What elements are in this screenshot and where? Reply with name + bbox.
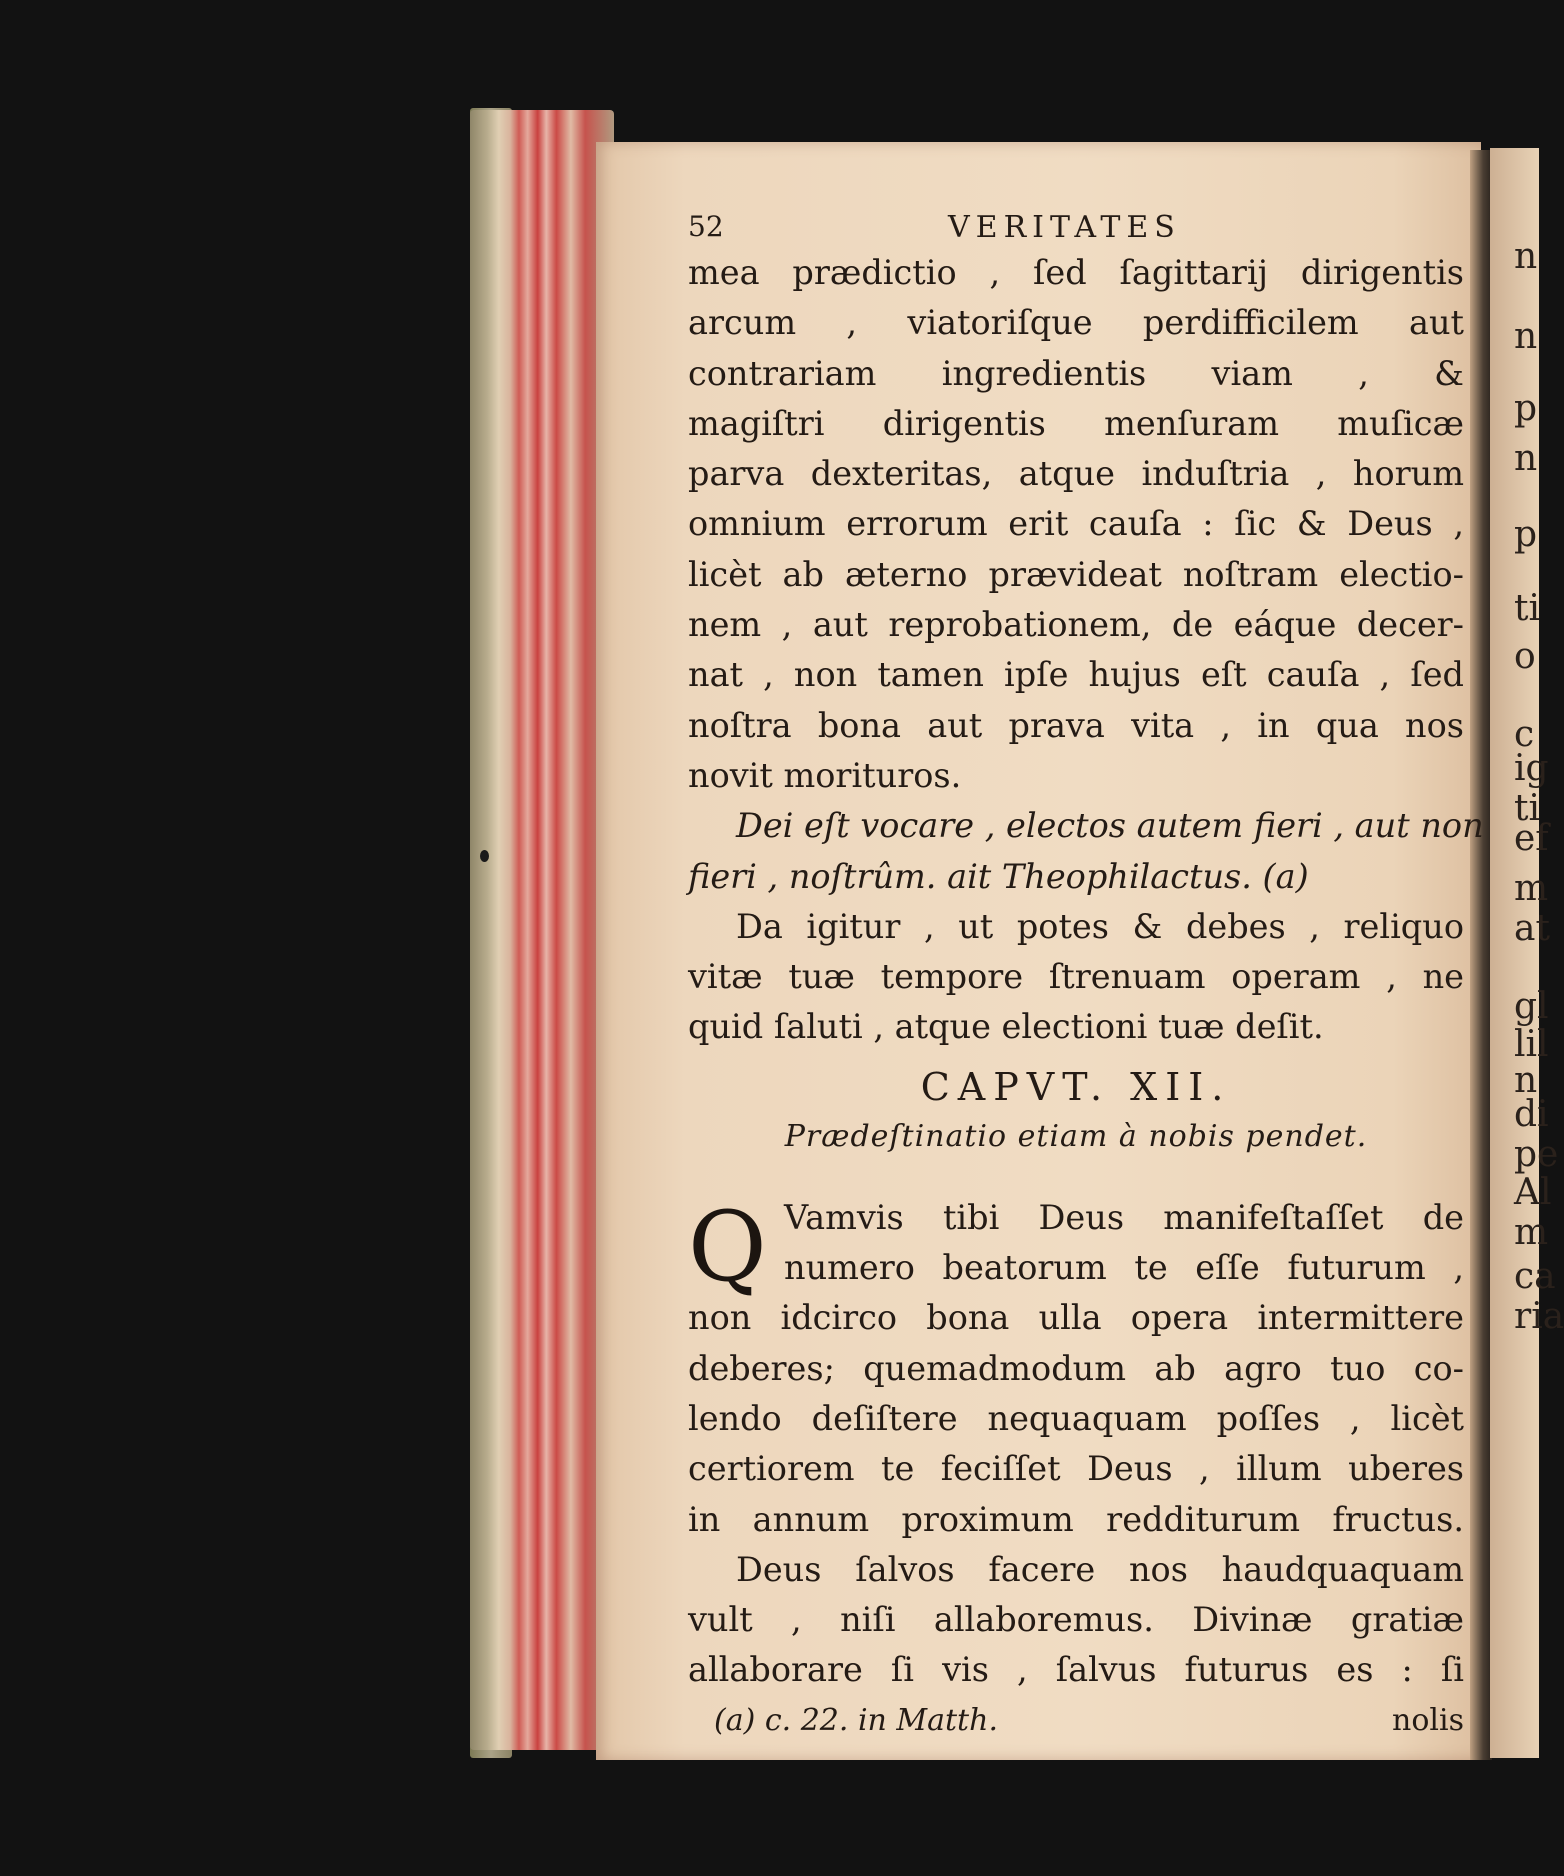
facing-page-text: ti bbox=[1514, 588, 1540, 629]
facing-page-text: lil bbox=[1514, 1024, 1549, 1065]
text-line: novit morituros. bbox=[688, 755, 962, 795]
text-line: omnium errorum erit cauſa : ſic & Deus , bbox=[688, 504, 1464, 544]
facing-page-text: at bbox=[1514, 908, 1550, 949]
facing-page-text: ca bbox=[1514, 1256, 1556, 1297]
text-line: deberes; quemadmodum ab agro tuo co- bbox=[688, 1348, 1464, 1388]
text-line: in annum proximum redditurum fructus. bbox=[688, 1499, 1464, 1539]
text-line: numero beatorum te eſſe futurum , bbox=[784, 1248, 1464, 1288]
text-line: vitæ tuæ tempore ſtrenuam operam , ne bbox=[688, 957, 1464, 997]
binding-hole bbox=[480, 850, 489, 862]
exhortation bbox=[688, 902, 1464, 1053]
text-line: Vamvis tibi Deus manifeſtaſſet de bbox=[784, 1197, 1464, 1237]
facing-page-text: n bbox=[1514, 316, 1538, 357]
running-title: VERITATES bbox=[948, 210, 1181, 245]
text-line: arcum , viatoriſque perdifficilem aut bbox=[688, 303, 1464, 343]
text-line: lendo deſiſtere nequaquam poſſes , licèt bbox=[688, 1398, 1464, 1438]
text-line: Deus ſalvos facere nos haudquaquam bbox=[736, 1549, 1464, 1589]
chapter-heading: CAPVT. XII. bbox=[920, 1064, 1232, 1109]
text-line: Da igitur , ut potes & debes , reliquo bbox=[736, 906, 1464, 946]
drop-cap: Q bbox=[688, 1190, 767, 1303]
footnote: (a) c. 22. in Matth. bbox=[714, 1702, 998, 1738]
text-line: vult , niſi allaboremus. Divinæ gratiæ bbox=[688, 1600, 1464, 1640]
facing-page-text: m bbox=[1514, 868, 1549, 909]
facing-page-fragment bbox=[1490, 148, 1564, 1758]
quotation bbox=[688, 801, 1484, 902]
text-line: licèt ab æterno prævideat noſtram electio- bbox=[688, 554, 1464, 594]
facing-page-text: ef bbox=[1514, 818, 1549, 859]
facing-page-text: di bbox=[1514, 1094, 1549, 1135]
facing-page-text: Al bbox=[1514, 1172, 1552, 1213]
chapter-subtitle: Prædeſtinatio etiam à nobis pendet. bbox=[784, 1118, 1368, 1154]
page-text bbox=[688, 210, 1484, 1746]
text-line: allaborare ſi vis , ſalvus futurus es : ſi bbox=[688, 1650, 1464, 1690]
text-line: noſtra bona aut prava vita , in qua nos bbox=[688, 705, 1464, 745]
facing-page-text: p bbox=[1514, 388, 1538, 429]
text-line: parva dexteritas, atque induſtria , horum bbox=[688, 454, 1464, 494]
text-line: non idcirco bona ulla opera intermittere bbox=[688, 1298, 1464, 1338]
facing-page-text: p bbox=[1514, 514, 1538, 555]
facing-page-text: n bbox=[1514, 236, 1538, 277]
chapter-opening bbox=[688, 1190, 1464, 1545]
text-line: contrariam ingredientis viam , & bbox=[688, 353, 1464, 393]
facing-page-text: pe bbox=[1514, 1134, 1559, 1175]
paragraph-final bbox=[688, 1545, 1464, 1696]
page-edges bbox=[470, 110, 614, 1750]
facing-page-text: gl bbox=[1514, 986, 1549, 1027]
text-line: nat , non tamen ipſe hujus eſt cauſa , ſed bbox=[688, 655, 1464, 695]
facing-page-text: o bbox=[1514, 636, 1536, 677]
text-line: quid ſaluti , atque electioni tuæ deſit. bbox=[688, 1007, 1324, 1047]
book-gutter bbox=[1470, 150, 1492, 1760]
facing-page-text: ti bbox=[1514, 788, 1540, 829]
catchword: nolis bbox=[1392, 1702, 1464, 1738]
page-footer bbox=[688, 1696, 1464, 1746]
running-header bbox=[688, 210, 1464, 248]
facing-page-text: m bbox=[1514, 1212, 1549, 1253]
paragraph-top bbox=[688, 248, 1464, 801]
page-number: 52 bbox=[688, 210, 724, 243]
facing-page-text: n bbox=[1514, 438, 1538, 479]
text-line: nem , aut reprobationem, de eáque decer- bbox=[688, 605, 1464, 645]
text-line: mea prædictio , ſed ſagittarij dirigentis bbox=[688, 253, 1464, 292]
quote-line: Dei eſt vocare , electos autem fieri , aut non bbox=[736, 806, 1484, 846]
facing-page-text: ria bbox=[1514, 1296, 1564, 1337]
facing-page-text: c bbox=[1514, 714, 1535, 755]
quote-line: fieri , noſtrûm. ait Theophilactus. (a) bbox=[688, 856, 1309, 896]
text-line: magiſtri dirigentis menſuram muſicæ bbox=[688, 403, 1464, 443]
facing-page-text: ig bbox=[1514, 748, 1549, 789]
facing-page-text: n bbox=[1514, 1060, 1538, 1101]
text-line: certiorem te feciſſet Deus , illum uberes bbox=[688, 1449, 1464, 1489]
